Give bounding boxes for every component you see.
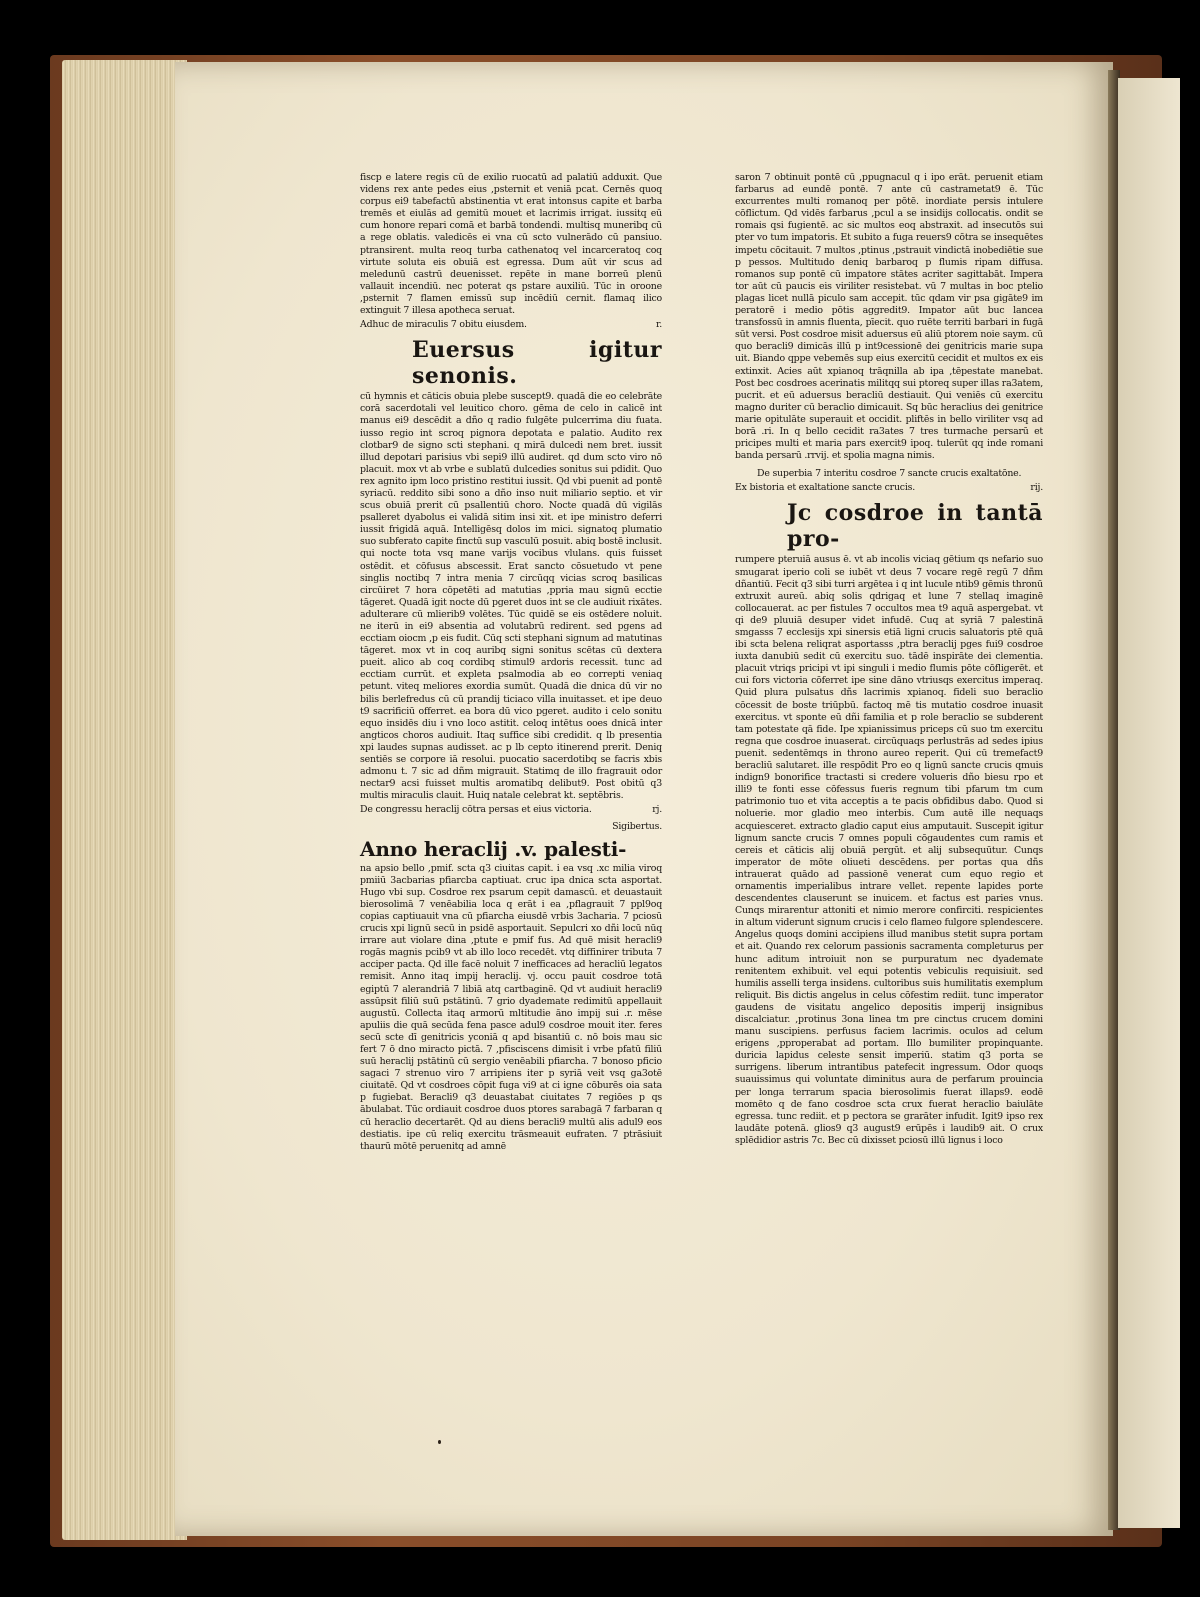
rubric [360, 319, 662, 331]
chapter-number: r. [655, 319, 662, 331]
rubric-text: Adhuc de miraculis 7 obitu eiusdem. [360, 319, 527, 331]
section-heading: Jc cosdroe in tantā pro- [787, 500, 1043, 553]
source-attribution: Sigibertus. [612, 820, 662, 832]
rubric [360, 804, 662, 816]
rubric [735, 482, 1043, 494]
section-heading: Anno heraclij .v. palesti- [360, 836, 627, 861]
paragraph: rumpere pteruiā ausus ē. vt ab incolis viciaq gētium qs nefario suo smugarat iperio coli se iubēt vt deus 7 vocare regē regū 7 dñm dñantiū. Fecit q3 sibi turri argētea i q int lucule ntib9 gēmis thronū extruxit aureū. abiq solis qdrigaq et lune 7 stellaq imaginē collocauerat. ac per fistules 7 occultos mea t9 aquā aspergebat. vt qi de9 pluuiā desuper videt infudē. Cuq at syriā 7 palestinā smgasss 7 ecclesijs xpi sinersis etiā ligni crucis saluatoris ptē quā ibi scta belena reliqrat asportasss ,ptra beraclij pges fui9 cosdroe iuxta danubiū sedit cū exercitu suo. tādē inspirāte dei clementia. placuit vtriqs pricipi vt ipi singuli i medio flumis pōte cōfligerēt. et cui fors victoria cōferret ipe sine dāno vtriusqs exercitus imperaq. Quid plura pulsatus dñs lacrimis xpianoq. fideli suo beraclio cōcessit de boste triūpbū. factoq mē tis mutatio cosdroe inuasit exercitus. vt sponte eū dñi familia et p role beraclio se subderent tam potestate qā fide. Ipe xpianissimus priceps cū suo tm exercitu regna que cosdroe inuaserat. circūquaqs perlustrās ad sedes ipius puenit. sedentēmqs in throno aureo reperit. Qui cū tremefact9 beracliū salutaret. ille respōdit Pro eo q lignū sancte crucis qmuis indign9 bonorifice tractasti si credere volueris dño biesu rpo et illi9 te fonti esse cōfessus fueris regnum tibi pfarum tm cum patrimonio tuo et vita acceptis a te pacis obfidibus dabo. Quod si noluerie. mor gladio meo interbis. Cum autē ille nequaqs acquiesceret. extracto gladio caput eius amputauit. Suscepit igitur lignum sancte crucis 7 omnes populi cōgaudentes cum ramis et cereis et cāticis alij obuiā pergūt. et alij subsequūtur. Cunqs imperator de mōte oliueti descēdens. per portas qua dñs intrauerat quādo ad passionē venerat cum equo regio et ornamentis imperialibus intrare vellet. repente lapides porte descendentes clauserunt se inuicem. et factus est paries vnus. Cunqs mirarentur attoniti et nimio merore confirciti. respicientes in altum viderunt signum crucis i celo flameo fulgore splendescere. Angelus quoqs domini accipiens illud manibus stetit supra portam et ait. Quando rex celorum passionis sacramenta completurus per hunc aditum introiuit non se purpuratum nec dyademate renitentem exhibuit. vel equi potentis vebiculis requisiuit. sed humilis asselli terga insidens. cultoribus suis humilitatis exemplum reliquit. Bis dictis angelus in celus cōfestim rediit. tunc imperator gaudens de visitatu angelico depositis imperij insignibus discalciatur. ,protinus 3ona linea tm pre cinctus crucem domini manu suscipiens. perfusus faciem lacrimis. oculos ad celum erigens ,pproperabat ad portam. Illo bumiliter propinquante. duricia lapidus celeste sensit imperiū. statim q3 porta se surrigens. liberum intrantibus patefecit ingressum. Odor quoqs suauissimus qui voluntate diminitus aura de perfarum prouincia per longa terrarum spacia bierosolimis fuerat illaps9. eodē momēto q de fano cosdroe scta crux fuerat heraclio baiulāte egressa. tunc rediit. et p pectora se grarāter infudit. Igit9 ipso rex laudāte potenā. glios9 q3 august9 erūpēs i laudib9 ait. O crux splēdidior astris 7c. Bec cū dixisset pciosū illū lignus i loco [735, 554, 1043, 1146]
paragraph: saron 7 obtinuit pontē cū ,ppugnacul q i ipo erāt. peruenit etiam farbarus ad eundē pontē. 7 ante cū castrametat9 ē. Tūc excurrentes multi romanoq per pōtē. inordiate persis intulere cōflictum. Qd vidēs farbarus ,pcul a se insidijs collocatis. ondit se romais qsi fugientē. ac sic multos eoq abstraxit. ad insecutōs sui pter vo tum impatoris. Et subito a fuga reuers9 cōtra se insequētes impetu cōcitauit. 7 multos ,ptinus ,pstrauit vindictā inobediētie sue p pessos. Multitudo deniq barbaroq p flumis ripam diffusa. romanos sup pontē cū impatore stātes acriter sagittabāt. Impera tor aūt cū paucis eis viriliter resistebat. vū 7 multas in boc ptelio plagas licet nullā piculo sam accepit. tūc qdam vir psa gigāte9 im peratorē i medio pōtis aggredit9. Impator aūt buc lancea transfossū in amnis fluenta, pīecit. quo ruēte territi barbari in fugā sūt versi. Post cosdroe misit aduersus eū aliū ptorem noie saym. cū quo beracli9 dimicās illū p int9cessionē dei genitricis marie supa uit. Biando qppe vebemēs sup eius exercitū cecidit et multos ex eis extinxit. Acies aūt xpianoq trāqnilla ab ipa ,tēpestate manebat. Post bec cosdroes acerinatis militqq sui ptoreq super illas ra3atem, pucrit. et eū aduersus beracliū destiauit. Qui veniēs cū exercitu magno duriter cū beraclio dimicauit. Sq būc heraclius dei genitrice marie opitulāte superauit et occidit. pliftēs in bello viriliter vsq ad borā .ri. In q bello cecidit ra3ates 7 tres turmache persarū et pricipes multi et maria pars exercit9 ipoq. tulerūt qq inde romani banda persarū .rrvij. et spolia magna nimis. [735, 172, 1043, 462]
section-heading: Euersus igitur senonis. [412, 337, 662, 390]
rubric-text: De congressu heraclij cōtra persas et eius victoria. [360, 804, 592, 816]
paragraph: na apsio bello ,pmif. scta q3 ciuitas capit. i ea vsq .xc milia viroq pmiiū 3acbarias pfiarcba captiuat. cruc ipa dnica scta asportat. Hugo vbi sup. Cosdroe rex psarum cepit damascū. et deuastauit bierosolimā 7 venēabilia loca q erāt i ea ,pflagrauit 7 ppl9oq copias captiuauit vna cū pfiarcha eiusdē vrbis 3acharia. 7 pciosū crucis xpi lignū secū in psidē asportauit. Sepulcri xo dñi locū nūq irrare aut violare dina ,ptute e pmif fus. Ad quē misit heracli9 rogās magnis pcib9 vt ab illo loco recedēt. vtq diffinirer tributa 7 acciper pacta. Qd ille facē noluit 7 inefficaces ad heracliū legatos remisit. Anno itaq impij heraclij. vj. occu pauit cosdroe totā egiptū 7 alerandriā 7 libiā atq cartbaginē. Qd vt audiuit heracli9 assūpsit filiū suū pstātinū. 7 grio dyademate redimitū appellauit augustū. Collecta itaq armorū mltitudie āno impij sui .r. mēse apuliis die quā secūda fena pasce adul9 cosdroe mouit iter. feres secū scte dī genitricis yconiā q apd bisantiū c. nō bois mau sic fert 7 ō dno miracto pictā. 7 ,pfisciscens dimisit i vrbe pfatū filiū suū heraclij pstātinū cū sergio venēabili pfiarcha. 7 bonoso pficio sagaci 7 strenuo viro 7 arripiens iter p syriā veit vsq ga3otē ciuitatē. Qd vt cosdroes cōpit fuga vi9 at ci igne cōburēs oia sata p fugiebat. Beracli9 q3 deuastabat ciuitates 7 regiōes p qs ābulabat. Tūc ordiauit cosdroe duos ptores sarabagā 7 farbaran q cū heraclio decertarēt. Qd au diens beracli9 multū alis adul9 eos destiatis. ipe cū reliq exercitu trāsmeauit eufraten. 7 ptrāsiuit thaurū mōtē peruenitq ad amnē [360, 862, 662, 1152]
paragraph: cū hymnis et cāticis obuia plebe suscept9. quadā die eo celebrāte corā sacerdotali vel leuitico choro. gēma de celo in calicē int manus ei9 descēdit a dño q radio fulgēte pulcerrima diu fuata. iusso regio int scroq pignora depotata e palatio. Audito rex clotbar9 de signo scti stephani. q mirā dulcedi nem bret. iussit illud depotari parisius vbi sepi9 illū audiret. qd dum scto viro nō placuit. mox vt ab vrbe e sublatū dulcedies sonitus sui pdidit. Quo rex agnito ipm loco pristino restitui iussit. Qd vbi puenit ad pontē syriacū. reddito sibi sono a dño inso nuit miliario septio. et vir scus obuiā prerit cū psallentiū choro. Nocte quadā dū vigilās psalleret dyabolus ei validā sitim insi xit. et ipe ministro deferri iussit frigidā aquā. Intelligēsq dolos im mici. signatoq plumatio suo subferato capite finctū sup vasculū posuit. abiq bostē inclusit. qui nocte tota vsq mane varijs vocibus vlulans. quis fuisset ostēdit. et cōfusus abscessit. Erat sancto cōsuetudo vt pene singlis noctibq 7 intra menia 7 circūqq vicias scroq basilicas circūiret 7 hora cōpetēti ad matutias ,ppria mau signū ecctie tāgeret. Quadā igit nocte dū pgeret duos int se cle audiuit rixātes. adulterare cū mlierib9 volētes. Tūc quidē se eis ostēdere noluit. ne iterū in ei9 absentia ad volutabrū redirent. sed pgens ad ecctiam oiocm ,p eis fudit. Cūq scti stephani signum ad matutinas tāgeret. mox vt in coq auribq signi sonitus scētas cū dextera pueit. alico ab coq cordibq stimul9 ardoris recessit. tunc ad ecctiam currūt. et expleta psalmodia ab eo correpti veniaq petunt. viteq meliores exordia sumūt. Quadā die dnica dū vir no bilis berlefredus cū cū prandij ticiaco villa inuitasset. et ipe deuo t9 sacrificiū offerret. ea bora dū vico pgeret. audito i celo sonitu equo insidēs diu i vno loco astitit. celoq intētus ooes dnicā inter angticos choros audiuit. Itaq suffice sibi credidit. q lb presentia xpi laudes supnas audisset. ac p lb cepto itinerend prerit. Deniq sentiēs se corpore iā resolui. puocatio sacerdotibq se facris xbis admonu t. 7 sic ad dñm migrauit. Statimq de illo fragrauit odor nectar9 acsi fuisset multis aromatibq delibut9. Post obitū q3 multis miraculis clauit. Huiq natale celebrat kt. septēbris. [360, 391, 662, 802]
chapter-number: rj. [652, 804, 662, 816]
text-column-left [360, 172, 662, 1153]
ink-mark [438, 1440, 441, 1444]
text-column-right [735, 172, 1043, 1147]
page-block-edges [62, 60, 187, 1540]
rubric-text: Ex bistoria et exaltatione sancte crucis. [735, 482, 916, 494]
paragraph: fiscp e latere regis cū de exilio ruocatū ad palatiū adduxit. Que videns rex ante pedes eius ,psternit et veniā pcat. Cernēs quoq corpus ei9 tabefactū abstinentia vt erat intonsus capite et barba tremēs et eiulās ad gemitū mouet et lacrimis irrigat. iussitq eū cum honore repari comā et barbā tondendi. multisq muneribq cū a rege oblatis. valedicēs ei vna cū scto vulnerādo cū pansiuo. ptransirent. multa reoq turba cathenatoq vel incarceratoq coq virtute soluta eis obuiā est egressa. Dum aūt vir scus ad meledunū castrū deuenisset. repēte in mane borreū plenū vallauit incendiū. nec poterat qs pstare auxiliū. Tūc in oroone ,psternit 7 flamen emissū sup incēdiū cernit. flamaq ilico extinguit 7 illesa apotheca seruat. [360, 172, 662, 317]
chapter-number: rij. [1030, 482, 1043, 494]
facing-page-edge [1118, 78, 1180, 1528]
rubric-text: De superbia 7 interitu cosdroe 7 sancte crucis exaltatōne. [757, 468, 1022, 480]
